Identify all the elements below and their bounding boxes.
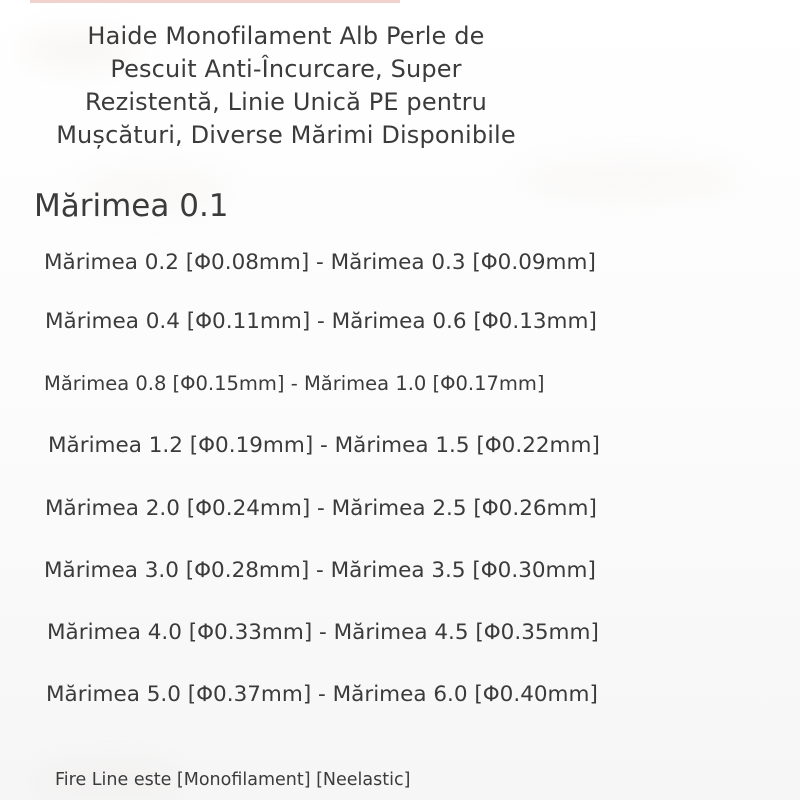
product-title-line-1: Haide Monofilament Alb Perle de <box>87 22 485 50</box>
size-row: Mărimea 0.2 [Φ0.08mm] - Mărimea 0.3 [Φ0.09mm] <box>44 250 596 275</box>
selected-size-label: Mărimea 0.1 <box>34 188 229 224</box>
size-row: Mărimea 4.0 [Φ0.33mm] - Mărimea 4.5 [Φ0.35mm] <box>47 620 599 645</box>
top-accent-line <box>30 0 400 3</box>
product-title <box>28 20 544 152</box>
product-title-line-4: Mușcături, Diverse Mărimi Disponibile <box>56 121 516 149</box>
size-row: Mărimea 1.2 [Φ0.19mm] - Mărimea 1.5 [Φ0.22mm] <box>48 433 600 458</box>
size-row: Mărimea 0.4 [Φ0.11mm] - Mărimea 0.6 [Φ0.13mm] <box>45 309 597 334</box>
product-title-line-3: Rezistentă, Linie Unică PE pentru <box>84 88 488 116</box>
material-note: Fire Line este [Monofilament] [Neelastic] <box>55 770 411 790</box>
size-row: Mărimea 2.0 [Φ0.24mm] - Mărimea 2.5 [Φ0.26mm] <box>45 496 597 521</box>
size-row: Mărimea 5.0 [Φ0.37mm] - Mărimea 6.0 [Φ0.40mm] <box>46 682 598 707</box>
size-row: Mărimea 0.8 [Φ0.15mm] - Mărimea 1.0 [Φ0.17mm] <box>44 372 545 395</box>
product-title-line-2: Pescuit Anti-Încurcare, Super <box>110 55 462 83</box>
background-smudge <box>520 160 740 200</box>
size-row: Mărimea 3.0 [Φ0.28mm] - Mărimea 3.5 [Φ0.30mm] <box>44 558 596 583</box>
